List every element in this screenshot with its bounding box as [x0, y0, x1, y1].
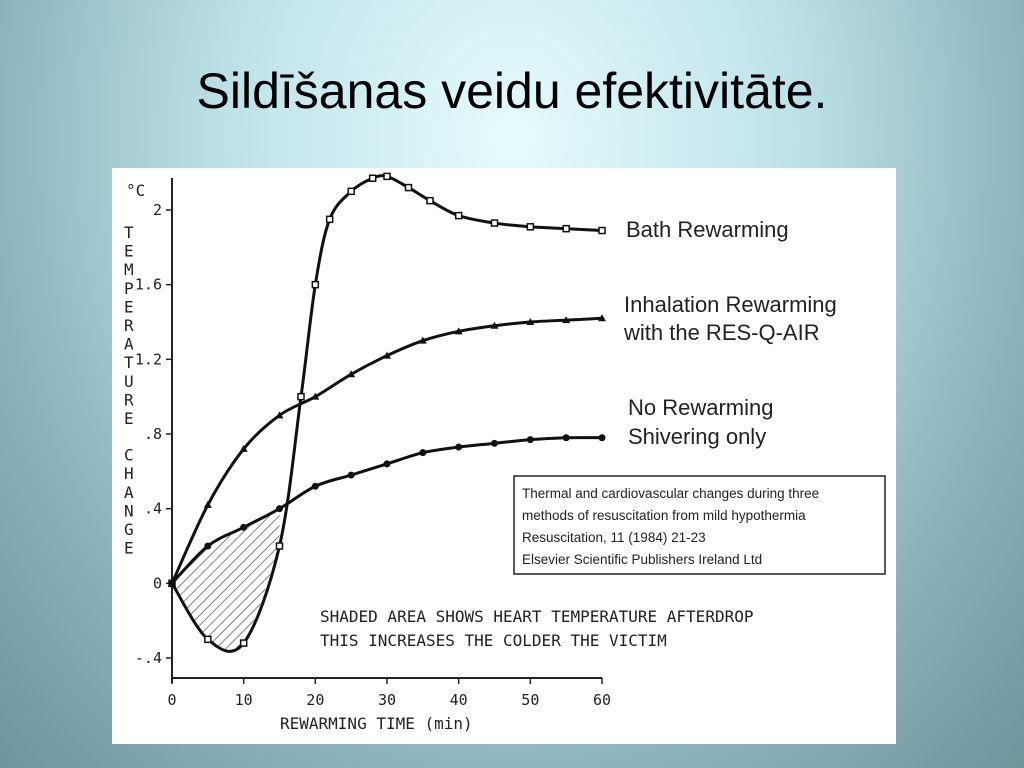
legend-bath-rewarming: Bath Rewarming — [626, 217, 789, 242]
data-point — [599, 228, 605, 234]
data-point — [204, 543, 211, 550]
data-point — [312, 282, 318, 288]
slide-title: Sildīšanas veidu efektivitāte. — [196, 63, 828, 119]
y-ticks — [135, 201, 172, 667]
y-tick-label: -.4 — [134, 649, 162, 667]
y-axis-title-letter: H — [124, 464, 134, 484]
y-axis-unit: °C — [126, 181, 146, 200]
data-point — [277, 543, 283, 549]
data-point — [492, 220, 498, 226]
legend-no-rewarming-line2: Shivering only — [628, 424, 767, 449]
y-axis-title-letter: E — [124, 297, 134, 317]
data-point — [348, 472, 355, 479]
y-axis-title-letter: T — [124, 223, 134, 242]
y-axis-title-letter: E — [124, 241, 134, 261]
data-point — [563, 226, 569, 232]
citation-line-2: methods of resuscitation from mild hypothermia — [522, 508, 806, 523]
y-axis-title-letter: G — [124, 520, 134, 539]
data-point — [599, 434, 606, 441]
data-point — [456, 213, 462, 219]
y-axis-title-letter: A — [124, 482, 134, 502]
data-point — [563, 434, 570, 441]
y-axis-title-letter: C — [124, 445, 134, 465]
data-point — [241, 640, 247, 646]
x-axis-title: REWARMING TIME (min) — [280, 714, 473, 733]
citation-line-3: Resuscitation, 11 (1984) 21-23 — [522, 530, 706, 545]
y-tick-label: 0 — [152, 574, 162, 593]
data-point — [384, 173, 390, 179]
data-point — [455, 444, 462, 451]
data-point — [527, 436, 534, 443]
shaded-area-note-line-1: SHADED AREA SHOWS HEART TEMPERATURE AFTERDROP — [320, 607, 754, 626]
y-axis-title-letter: M — [124, 260, 134, 280]
data-point — [327, 216, 333, 222]
data-point — [169, 580, 176, 587]
y-tick-label: .4 — [143, 499, 162, 518]
y-tick-label: 1.2 — [134, 350, 162, 369]
data-point — [527, 224, 533, 230]
y-tick-label: 1.6 — [134, 275, 162, 294]
x-tick-label: 60 — [592, 691, 612, 709]
data-point — [384, 460, 391, 467]
data-point — [406, 185, 412, 191]
y-axis-title-letter: T — [124, 353, 134, 373]
y-axis-title-letter: N — [124, 501, 134, 521]
data-point — [240, 524, 247, 531]
y-axis-title-letter: U — [124, 371, 134, 391]
y-axis-title-letter: E — [124, 409, 134, 428]
citation-line-4: Elsevier Scientific Publishers Ireland Ltd — [522, 552, 763, 567]
y-tick-label: .8 — [143, 425, 162, 443]
data-point — [298, 394, 304, 400]
y-axis-title-letter: A — [124, 334, 134, 354]
x-tick-label: 40 — [449, 691, 468, 709]
data-point — [419, 449, 426, 456]
shaded-area-note-line-2: THIS INCREASES THE COLDER THE VICTIM — [320, 631, 667, 650]
afterdrop-shaded-area — [172, 509, 280, 652]
data-point — [491, 440, 498, 447]
x-tick-label: 30 — [377, 691, 397, 709]
legend-inhalation-line2: with the RES-Q-AIR — [624, 320, 820, 345]
data-point — [427, 198, 433, 204]
y-axis-title-letter: E — [124, 538, 134, 558]
citation-line-1: Thermal and cardiovascular changes during three — [522, 486, 820, 501]
y-axis-title-letter: R — [124, 316, 134, 335]
data-point — [312, 483, 319, 490]
legend-inhalation-line1: Inhalation Rewarming — [624, 292, 837, 317]
x-tick-label: 10 — [234, 691, 253, 709]
y-tick-label: 2 — [152, 201, 162, 219]
y-axis-title-letter: R — [124, 390, 134, 410]
x-tick-label: 50 — [521, 691, 540, 709]
data-point — [276, 505, 283, 512]
chart-figure — [112, 168, 896, 744]
y-axis-title-letter: P — [124, 278, 134, 298]
data-point — [370, 175, 376, 181]
x-tick-label: 0 — [167, 691, 177, 709]
legend-no-rewarming-line1: No Rewarming — [628, 395, 774, 420]
y-axis-title — [124, 223, 134, 558]
line-chart — [112, 168, 896, 744]
x-tick-label: 20 — [306, 691, 325, 709]
x-ticks — [167, 678, 611, 709]
data-point — [348, 188, 354, 194]
data-point — [205, 636, 211, 642]
